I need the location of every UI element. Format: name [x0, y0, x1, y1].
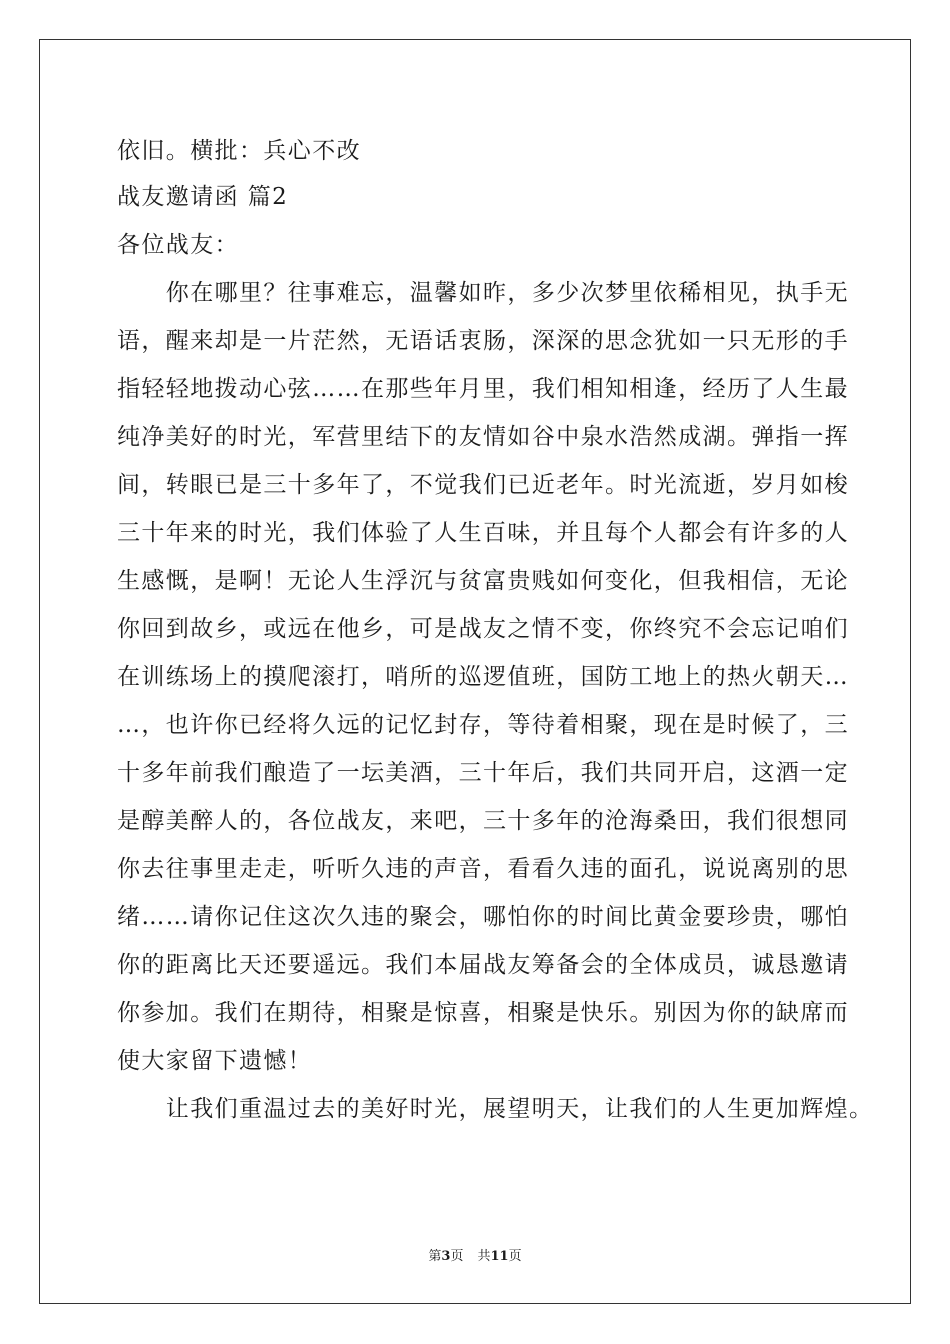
text-line: 十多年前我们酿造了一坛美酒，三十年后，我们共同开启，这酒一定	[117, 760, 849, 786]
page-suffix: 页	[450, 1249, 464, 1264]
total-pages: 11	[490, 1249, 509, 1264]
text-line: 依旧。横批：兵心不改	[117, 138, 361, 164]
total-prefix: 共	[477, 1249, 491, 1264]
text-line: …，也许你已经将久远的记忆封存，等待着相聚，现在是时候了，三	[117, 712, 849, 738]
text-line: 你在哪里？往事难忘，温馨如昨，多少次梦里依稀相见，执手无	[117, 280, 849, 306]
text-line: 使大家留下遗憾！	[117, 1048, 313, 1074]
document-body	[117, 127, 874, 1133]
text-line: 三十年来的时光，我们体验了人生百味，并且每个人都会有许多的人	[117, 520, 849, 546]
text-line: 生感慨，是啊！无论人生浮沉与贫富贵贱如何变化，但我相信，无论	[117, 568, 849, 594]
salutation: 各位战友：	[117, 232, 239, 258]
section-heading: 战友邀请函 篇2	[117, 184, 289, 210]
text-line: 让我们重温过去的美好时光，展望明天，让我们的人生更加辉煌。	[117, 1096, 874, 1122]
text-line: 语，醒来却是一片茫然，无语话衷肠，深深的思念犹如一只无形的手	[117, 328, 849, 354]
text-line: 在训练场上的摸爬滚打，哨所的巡逻值班，国防工地上的热火朝天…	[117, 664, 849, 690]
text-line: 你回到故乡，或远在他乡，可是战友之情不变，你终究不会忘记咱们	[117, 616, 849, 642]
total-suffix: 页	[508, 1249, 522, 1264]
text-line: 你参加。我们在期待，相聚是惊喜，相聚是快乐。别因为你的缺席而	[117, 1000, 849, 1026]
text-line: 是醇美醉人的，各位战友，来吧，三十多年的沧海桑田，我们很想同	[117, 808, 849, 834]
text-line: 间，转眼已是三十多年了，不觉我们已近老年。时光流逝，岁月如梭	[117, 472, 849, 498]
page-footer	[0, 1248, 950, 1266]
text-line: 你去往事里走走，听听久违的声音，看看久违的面孔，说说离别的思	[117, 856, 849, 882]
text-line: 你的距离比天还要遥远。我们本届战友筹备会的全体成员，诚恳邀请	[117, 952, 849, 978]
page-prefix: 第	[428, 1249, 442, 1264]
text-line: 纯净美好的时光，军营里结下的友情如谷中泉水浩然成湖。弹指一挥	[117, 424, 849, 450]
text-line: 指轻轻地拨动心弦……在那些年月里，我们相知相逢，经历了人生最	[117, 376, 849, 402]
text-line: 绪……请你记住这次久违的聚会，哪怕你的时间比黄金要珍贵，哪怕	[117, 904, 849, 930]
page-number: 3	[441, 1249, 451, 1264]
